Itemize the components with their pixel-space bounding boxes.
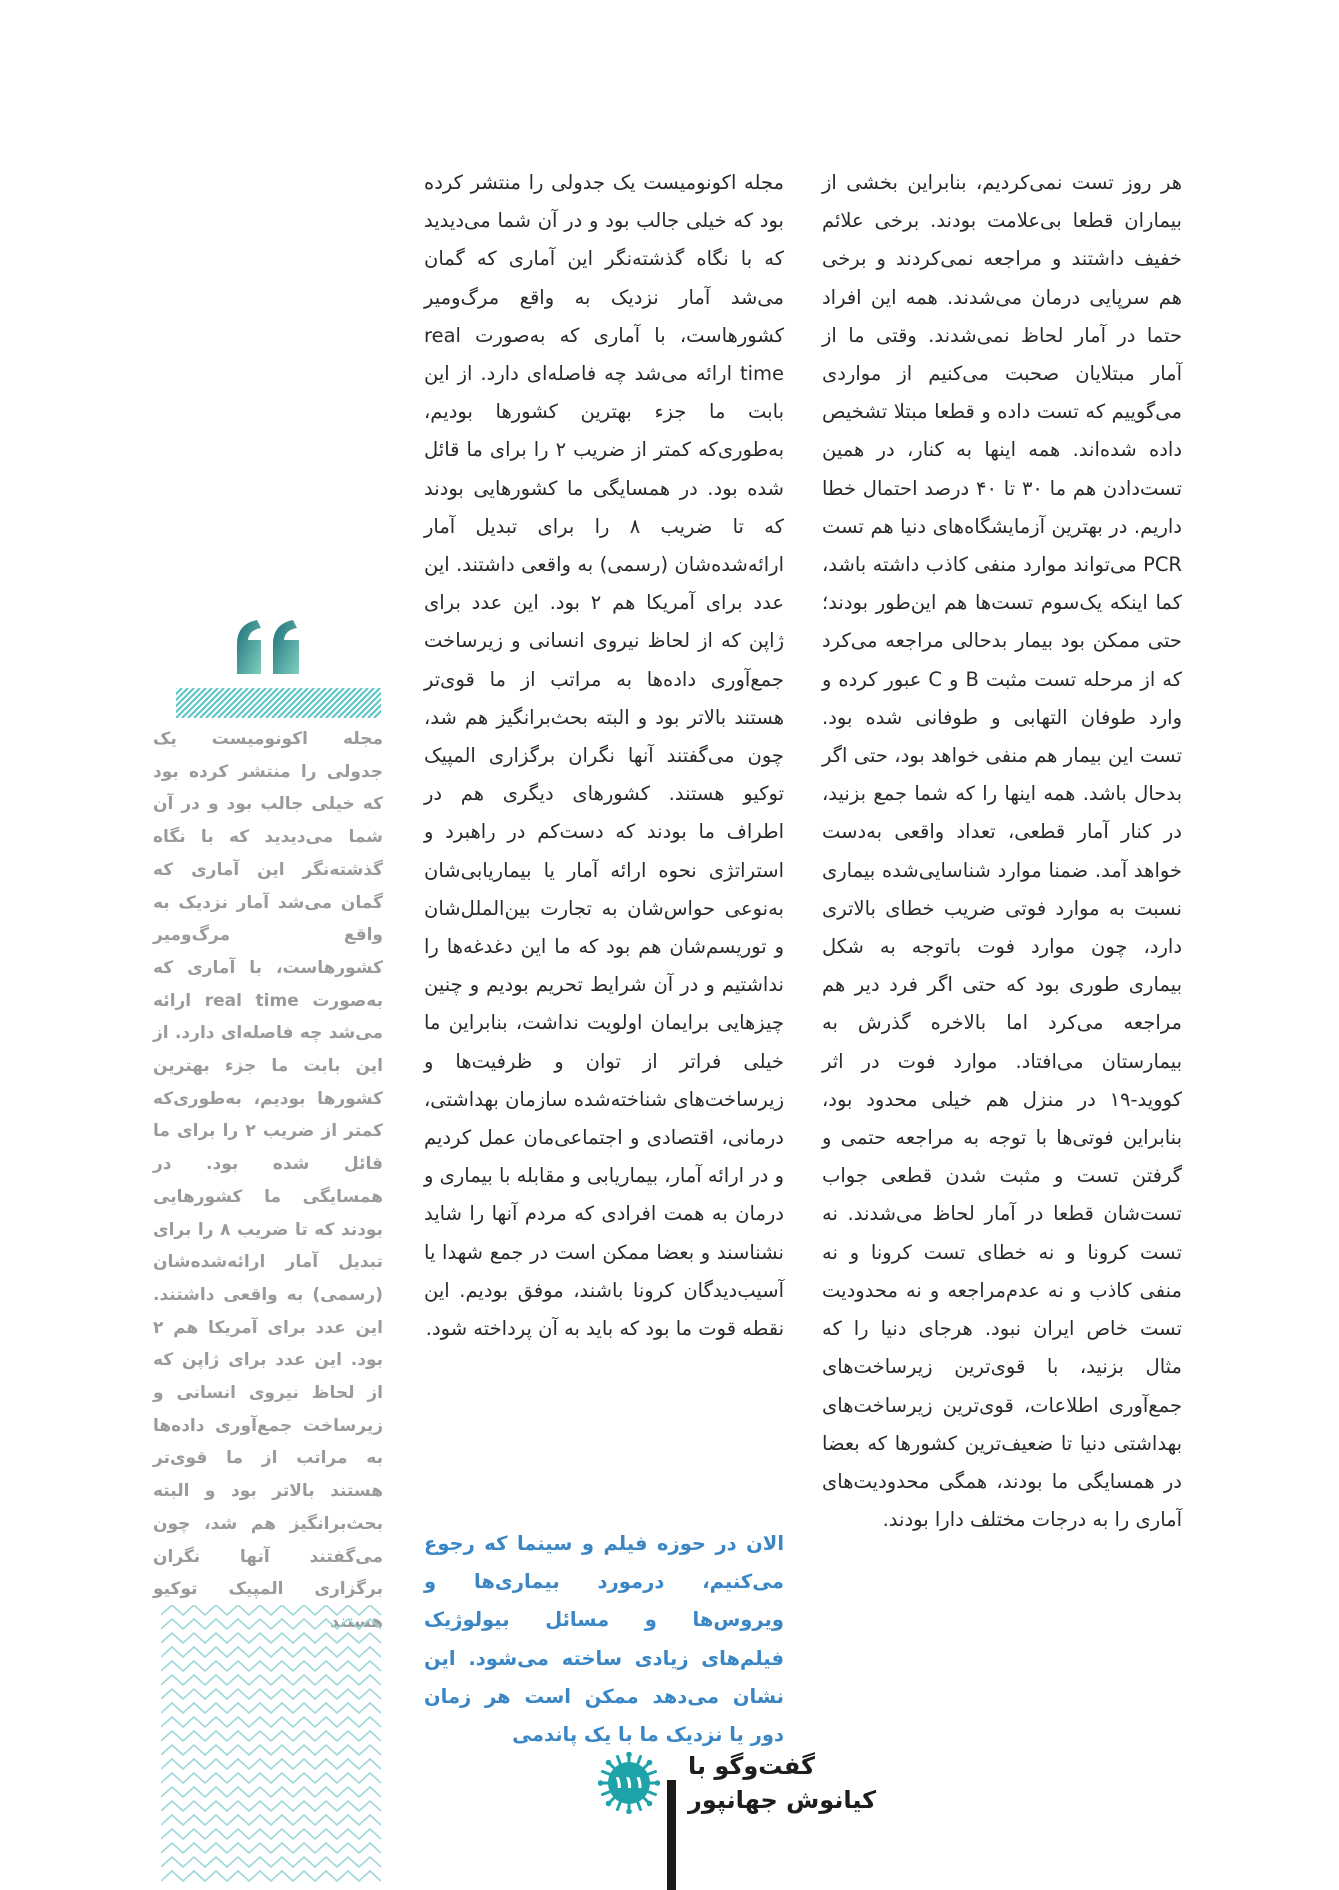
footer-divider (667, 1780, 676, 1890)
highlight-callout: الان در حوزه فیلم و سینما که رجوع می‌کنیم، درمورد بیماری‌ها و ویروس‌ها و مسائل بیولوژیک فیلم‌های زیادی ساخته می‌شود. این نشان می‌دهد ممکن است هر زمان دور یا نزدیک ما با یک پاندمی (424, 1532, 784, 1747)
section-title-line2: کیانوش جهانپور (688, 1786, 877, 1814)
article-column-right: هر روز تست نمی‌کردیم، بنابراین بخشی از بیماران قطعا بی‌علامت بودند. برخی علائم خفیف داشتند و مراجعه نمی‌کردند و برخی هم سرپایی درمان می‌شدند. همه این افراد حتما در آمار لحاظ نمی‌شدند. وقتی ما از آمار مبتلایان صحبت می‌کنیم از مواردی می‌گوییم که تست داده و قطعا مبتلا تشخیص داده شده‌اند. همه اینها به کنار، در همین تست‌دادن هم ما ۳۰ تا ۴۰ درصد احتمال خطا داریم. در بهترین آزمایشگاه‌های دنیا هم تست PCR می‌تواند موارد منفی کاذب داشته باشد، کما اینکه یک‌سوم تست‌ها هم این‌طور بودند؛ حتی ممکن بود بیمار بدحالی مراجعه می‌کرد که از مرحله تست مثبت B و C عبور کرده و وارد طوفان التهابی و طوفانی شده بود. تست این بیمار هم منفی خواهد بود، حتی اگر بدحال باشد. همه اینها را که شما جمع بزنید، در کنار آمار قطعی، تعداد واقعی به‌دست خواهد آمد. ضمنا موارد شناسایی‌شده بیماری نسبت به موارد فوتی ضریب خطای بالاتری دارد، چون موارد فوت باتوجه به شکل بیماری طوری بود که حتی اگر فرد دیر هم مراجعه می‌کرد اما بالاخره گذرش به بیمارستان می‌افتاد. موارد فوت در اثر کووید-۱۹ در منزل هم خیلی محدود بود، بنابراین فوتی‌ها با توجه به مراجعه حتمی و گرفتن تست و مثبت شدن قطعی جواب تست‌شان قطعا در آمار لحاظ می‌شدند. نه تست کرونا و نه خطای تست کرونا و نه منفی کاذب و نه عدم‌مراجعه و نه محدودیت تست خاص ایران نبود. هرجای دنیا را که مثال بزنید، با قوی‌ترین زیرساخت‌های جمع‌آوری اطلاعات، قوی‌ترین زیرساخت‌های بهداشتی دنیا تا ضعیف‌ترین کشورها که بعضا در همسایگی ما بودند، همگی محدودیت‌های آماری را به درجات مختلف دارا بودند. (822, 171, 1182, 1532)
article-column-middle (424, 164, 784, 1348)
decorative-stripe-band (176, 688, 381, 718)
sidebar-pull-quote: مجله اکونومیست یک جدولی را منتشر کرده بود که خیلی جالب بود و در آن شما می‌دیدید که با نگاه گذشته‌نگر این آماری که گمان می‌شد آمار نزدیک به واقع مرگ‌ومیر کشورهاست، با آماری که به‌صورت real time ارائه می‌شد چه فاصله‌ای دارد. از این بابت ما جزء بهترین کشورها بودیم، به‌طوری‌که کمتر از ضریب ۲ را برای ما قائل شده بود. در همسایگی ما کشورهایی بودند که تا ضریب ۸ را برای تبدیل آمار ارائه‌شده‌شان (رسمی) به واقعی داشتند. این عدد برای آمریکا هم ۲ بود. این عدد برای ژاپن که از لحاظ نیروی انسانی و زیرساخت جمع‌آوری داده‌ها به مراتب از ما قوی‌تر هستند بالاتر بود و البته بحث‌برانگیز هم شد، چون می‌گفتند آنها نگران برگزاری المپیک توکیو هستند (153, 729, 383, 1632)
decorative-zigzag-pattern (161, 1605, 383, 1890)
section-title-line1: گفت‌وگو با (688, 1752, 815, 1780)
page-number: ۱۱۱ (613, 1773, 645, 1793)
article-paragraph: مجله اکونومیست یک جدولی را منتشر کرده بود که خیلی جالب بود و در آن شما می‌دیدید که با نگاه گذشته‌نگر این آماری که گمان می‌شد آمار نزدیک به واقع مرگ‌ومیر کشورهاست، با آماری که به‌صورت real time ارائه می‌شد چه فاصله‌ای دارد. از این بابت ما جزء بهترین کشورها بودیم، به‌طوری‌که کمتر از ضریب ۲ را برای ما قائل شده بود. در همسایگی ما کشورهایی بودند که تا ضریب ۸ را برای تبدیل آمار ارائه‌شده‌شان (رسمی) به واقعی داشتند. این عدد برای آمریکا هم ۲ بود. این عدد برای ژاپن که از لحاظ نیروی انسانی و زیرساخت جمع‌آوری داده‌ها به مراتب از ما قوی‌تر هستند بالاتر بود و البته بحث‌برانگیز هم شد، چون می‌گفتند آنها نگران برگزاری المپیک توکیو هستند. کشورهای دیگری هم در اطراف ما بودند که دست‌کم در راهبرد و استراتژی نحوه ارائه آمار یا بیماریابی‌شان به‌نوعی حواس‌شان به تجارت بین‌الملل‌شان و توریسم‌شان هم بود که ما این دغدغه‌ها را نداشتیم و در آن شرایط تحریم بودیم و چنین چیزهایی برایمان اولویت نداشت، بنابراین ما خیلی فراتر از توان و ظرفیت‌ها و زیرساخت‌های شناخته‌شده سازمان بهداشتی، درمانی، اقتصادی و اجتماعی‌مان عمل کردیم و در ارائه آمار، بیماریابی و مقابله با بیماری و درمان به همت افرادی که مردم آنها را شاید نشناسند و بعضا ممکن است در جمع شهدا یا آسیب‌دیدگان کرونا باشند، موفق بودیم. این نقطه قوت ما بود که باید به آن پرداخته شود. (424, 171, 784, 1341)
quote-icon (233, 618, 305, 676)
